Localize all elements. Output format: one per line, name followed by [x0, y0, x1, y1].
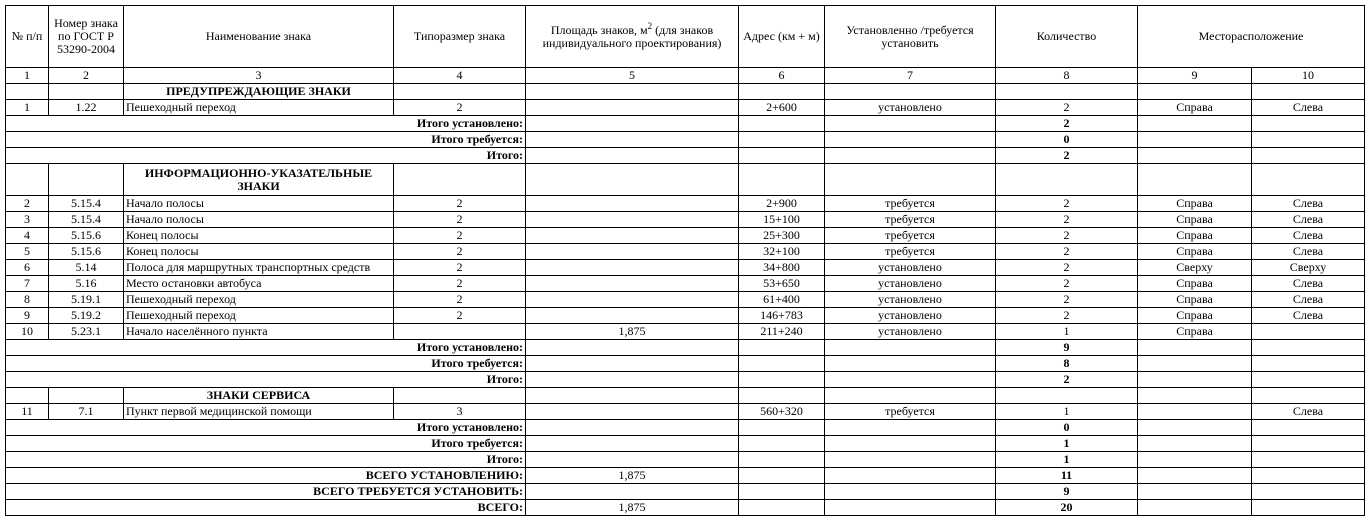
empty-cell — [6, 388, 49, 404]
table-body — [6, 68, 1365, 516]
empty-cell — [996, 164, 1138, 196]
empty-cell — [1138, 372, 1252, 388]
empty-cell — [825, 372, 996, 388]
sign-status: требуется — [825, 196, 996, 212]
sign-size — [394, 324, 526, 340]
sign-area — [526, 404, 739, 420]
sign-name: Начало полосы — [124, 196, 394, 212]
sign-size: 2 — [394, 100, 526, 116]
total-value: 20 — [996, 500, 1138, 516]
section-total-row — [6, 116, 1365, 132]
total-label: Итого установлено: — [6, 116, 526, 132]
empty-cell — [825, 356, 996, 372]
sign-code: 5.19.1 — [49, 292, 124, 308]
sign-size: 2 — [394, 276, 526, 292]
sign-code: 5.15.6 — [49, 228, 124, 244]
empty-cell — [394, 84, 526, 100]
sign-status: требуется — [825, 404, 996, 420]
sign-location-2: Слева — [1252, 308, 1365, 324]
total-value: 8 — [996, 356, 1138, 372]
empty-cell — [1138, 132, 1252, 148]
empty-cell — [1138, 452, 1252, 468]
total-value: 11 — [996, 468, 1138, 484]
empty-cell — [1252, 372, 1365, 388]
row-number: 3 — [6, 212, 49, 228]
sign-quantity: 2 — [996, 292, 1138, 308]
sign-size: 2 — [394, 228, 526, 244]
sign-size: 2 — [394, 244, 526, 260]
empty-cell — [1252, 484, 1365, 500]
sign-address: 15+100 — [739, 212, 825, 228]
column-number: 1 — [6, 68, 49, 84]
empty-cell — [825, 132, 996, 148]
sign-quantity: 2 — [996, 100, 1138, 116]
table-row — [6, 196, 1365, 212]
row-number: 1 — [6, 100, 49, 116]
sign-status: установлено — [825, 100, 996, 116]
sign-location-2: Слева — [1252, 212, 1365, 228]
sign-location-2: Слева — [1252, 228, 1365, 244]
row-number: 8 — [6, 292, 49, 308]
row-number: 11 — [6, 404, 49, 420]
empty-cell — [825, 148, 996, 164]
table-row — [6, 260, 1365, 276]
empty-cell — [526, 164, 739, 196]
empty-cell — [6, 84, 49, 100]
sign-location-1: Справа — [1138, 100, 1252, 116]
empty-cell — [1138, 420, 1252, 436]
total-area: 1,875 — [526, 468, 739, 484]
empty-cell — [1252, 388, 1365, 404]
empty-cell — [739, 484, 825, 500]
empty-cell — [6, 164, 49, 196]
sign-address: 560+320 — [739, 404, 825, 420]
empty-cell — [1252, 452, 1365, 468]
sign-quantity: 2 — [996, 276, 1138, 292]
sign-size: 2 — [394, 308, 526, 324]
sign-size: 3 — [394, 404, 526, 420]
sign-location-2 — [1252, 324, 1365, 340]
section-total-row — [6, 148, 1365, 164]
empty-cell — [739, 132, 825, 148]
empty-cell — [825, 84, 996, 100]
column-number: 3 — [124, 68, 394, 84]
total-value: 0 — [996, 420, 1138, 436]
sign-status: установлено — [825, 292, 996, 308]
sign-location-1: Справа — [1138, 212, 1252, 228]
section-total-row — [6, 420, 1365, 436]
empty-cell — [1252, 164, 1365, 196]
sign-size: 2 — [394, 212, 526, 228]
empty-cell — [739, 164, 825, 196]
empty-cell — [1138, 468, 1252, 484]
empty-cell — [1252, 420, 1365, 436]
empty-cell — [825, 468, 996, 484]
empty-cell — [739, 84, 825, 100]
sign-code: 5.14 — [49, 260, 124, 276]
total-label: Итого требуется: — [6, 436, 526, 452]
empty-cell — [1138, 484, 1252, 500]
sign-address: 25+300 — [739, 228, 825, 244]
grand-total-row — [6, 484, 1365, 500]
sign-area — [526, 308, 739, 324]
table-row — [6, 292, 1365, 308]
sign-status: требуется — [825, 212, 996, 228]
sign-size: 2 — [394, 196, 526, 212]
empty-cell — [1138, 84, 1252, 100]
sign-code: 5.15.4 — [49, 196, 124, 212]
empty-cell — [49, 84, 124, 100]
sign-location-2: Сверху — [1252, 260, 1365, 276]
header-area-sup: 2 — [647, 20, 653, 31]
table-row — [6, 100, 1365, 116]
empty-cell — [996, 84, 1138, 100]
total-area — [526, 372, 739, 388]
sign-size: 2 — [394, 260, 526, 276]
empty-cell — [1252, 148, 1365, 164]
column-number: 9 — [1138, 68, 1252, 84]
sign-location-1: Справа — [1138, 308, 1252, 324]
section-total-row — [6, 452, 1365, 468]
empty-cell — [825, 388, 996, 404]
empty-cell — [1252, 468, 1365, 484]
sign-area — [526, 292, 739, 308]
total-value: 2 — [996, 372, 1138, 388]
total-label: Итого: — [6, 148, 526, 164]
sign-code: 5.15.6 — [49, 244, 124, 260]
total-label: Итого установлено: — [6, 340, 526, 356]
sign-area — [526, 244, 739, 260]
sign-location-2: Слева — [1252, 196, 1365, 212]
header-area-post: (для знаков индивидуального проектирования) — [542, 22, 722, 50]
total-label: ВСЕГО: — [6, 500, 526, 516]
empty-cell — [739, 420, 825, 436]
grand-total-row — [6, 468, 1365, 484]
empty-cell — [825, 116, 996, 132]
sign-status: установлено — [825, 260, 996, 276]
sign-quantity: 1 — [996, 404, 1138, 420]
section-title-row — [6, 388, 1365, 404]
row-number: 6 — [6, 260, 49, 276]
sign-quantity: 2 — [996, 196, 1138, 212]
empty-cell — [825, 340, 996, 356]
section-title: ЗНАКИ СЕРВИСА — [124, 388, 394, 404]
sign-size: 2 — [394, 292, 526, 308]
sign-location-1: Справа — [1138, 196, 1252, 212]
table-row — [6, 244, 1365, 260]
total-value: 9 — [996, 340, 1138, 356]
row-number: 9 — [6, 308, 49, 324]
section-total-row — [6, 132, 1365, 148]
sign-name: Пешеходный переход — [124, 100, 394, 116]
total-area — [526, 356, 739, 372]
header-row — [6, 6, 1365, 68]
total-label: ВСЕГО ТРЕБУЕТСЯ УСТАНОВИТЬ: — [6, 484, 526, 500]
empty-cell — [996, 388, 1138, 404]
total-label: ВСЕГО УСТАНОВЛЕНИЮ: — [6, 468, 526, 484]
column-number: 5 — [526, 68, 739, 84]
empty-cell — [1252, 132, 1365, 148]
total-label: Итого: — [6, 452, 526, 468]
sign-area — [526, 212, 739, 228]
sign-address: 146+783 — [739, 308, 825, 324]
sign-quantity: 1 — [996, 324, 1138, 340]
header-num: № п/п — [6, 6, 49, 68]
sign-quantity: 2 — [996, 260, 1138, 276]
sign-location-1: Справа — [1138, 244, 1252, 260]
header-status: Установленно /требуется установить — [825, 6, 996, 68]
sign-name: Место остановки автобуса — [124, 276, 394, 292]
section-title-row — [6, 84, 1365, 100]
road-signs-table — [5, 5, 1365, 516]
section-title: ПРЕДУПРЕЖДАЮЩИЕ ЗНАКИ — [124, 84, 394, 100]
header-area-pre: Площадь знаков, м — [550, 22, 648, 37]
empty-cell — [1138, 388, 1252, 404]
empty-cell — [739, 356, 825, 372]
total-area — [526, 436, 739, 452]
column-number: 6 — [739, 68, 825, 84]
sign-address: 34+800 — [739, 260, 825, 276]
empty-cell — [1138, 436, 1252, 452]
column-number: 2 — [49, 68, 124, 84]
table-row — [6, 212, 1365, 228]
total-value: 2 — [996, 116, 1138, 132]
sign-name: Начало населённого пункта — [124, 324, 394, 340]
empty-cell — [825, 164, 996, 196]
table-row — [6, 276, 1365, 292]
sign-address: 2+600 — [739, 100, 825, 116]
total-label: Итого требуется: — [6, 132, 526, 148]
sign-location-2: Слева — [1252, 244, 1365, 260]
total-value: 9 — [996, 484, 1138, 500]
row-number: 5 — [6, 244, 49, 260]
column-number-row — [6, 68, 1365, 84]
total-area — [526, 340, 739, 356]
section-total-row — [6, 372, 1365, 388]
sign-status: требуется — [825, 244, 996, 260]
sign-address: 32+100 — [739, 244, 825, 260]
empty-cell — [526, 388, 739, 404]
total-area — [526, 148, 739, 164]
empty-cell — [739, 116, 825, 132]
sign-location-2: Слева — [1252, 404, 1365, 420]
section-total-row — [6, 436, 1365, 452]
empty-cell — [394, 164, 526, 196]
column-number: 10 — [1252, 68, 1365, 84]
empty-cell — [1138, 340, 1252, 356]
empty-cell — [1252, 500, 1365, 516]
sign-quantity: 2 — [996, 212, 1138, 228]
total-label: Итого установлено: — [6, 420, 526, 436]
table-row — [6, 324, 1365, 340]
empty-cell — [526, 84, 739, 100]
section-total-row — [6, 340, 1365, 356]
empty-cell — [739, 388, 825, 404]
sign-code: 5.19.2 — [49, 308, 124, 324]
sign-status: установлено — [825, 276, 996, 292]
empty-cell — [825, 484, 996, 500]
total-value: 1 — [996, 436, 1138, 452]
empty-cell — [739, 340, 825, 356]
empty-cell — [739, 436, 825, 452]
column-number: 8 — [996, 68, 1138, 84]
empty-cell — [825, 436, 996, 452]
sign-location-1: Справа — [1138, 276, 1252, 292]
sign-area — [526, 196, 739, 212]
total-area — [526, 132, 739, 148]
sign-name: Начало полосы — [124, 212, 394, 228]
sign-location-1: Справа — [1138, 292, 1252, 308]
empty-cell — [739, 372, 825, 388]
sign-area — [526, 260, 739, 276]
total-area: 1,875 — [526, 500, 739, 516]
empty-cell — [739, 468, 825, 484]
empty-cell — [825, 500, 996, 516]
sign-name: Пункт первой медицинской помощи — [124, 404, 394, 420]
sign-code: 7.1 — [49, 404, 124, 420]
total-value: 0 — [996, 132, 1138, 148]
row-number: 2 — [6, 196, 49, 212]
sign-location-2: Слева — [1252, 100, 1365, 116]
header-location: Месторасположение — [1138, 6, 1365, 68]
table-row — [6, 228, 1365, 244]
empty-cell — [1252, 340, 1365, 356]
total-label: Итого требуется: — [6, 356, 526, 372]
sign-location-1 — [1138, 404, 1252, 420]
row-number: 7 — [6, 276, 49, 292]
table-row — [6, 404, 1365, 420]
sign-area: 1,875 — [526, 324, 739, 340]
header-name: Наименование знака — [124, 6, 394, 68]
empty-cell — [1252, 436, 1365, 452]
sign-address: 211+240 — [739, 324, 825, 340]
sign-quantity: 2 — [996, 308, 1138, 324]
sign-location-2: Слева — [1252, 292, 1365, 308]
total-area — [526, 452, 739, 468]
total-area — [526, 484, 739, 500]
empty-cell — [825, 452, 996, 468]
sign-code: 5.16 — [49, 276, 124, 292]
empty-cell — [739, 148, 825, 164]
empty-cell — [1138, 116, 1252, 132]
sign-location-2: Слева — [1252, 276, 1365, 292]
section-total-row — [6, 356, 1365, 372]
sign-quantity: 2 — [996, 228, 1138, 244]
total-value: 1 — [996, 452, 1138, 468]
section-title-row — [6, 164, 1365, 196]
empty-cell — [1138, 164, 1252, 196]
header-qty: Количество — [996, 6, 1138, 68]
total-label: Итого: — [6, 372, 526, 388]
sign-name: Конец полосы — [124, 244, 394, 260]
empty-cell — [1252, 84, 1365, 100]
total-area — [526, 116, 739, 132]
sign-address: 53+650 — [739, 276, 825, 292]
sign-address: 61+400 — [739, 292, 825, 308]
total-value: 2 — [996, 148, 1138, 164]
empty-cell — [1252, 116, 1365, 132]
sign-code: 1.22 — [49, 100, 124, 116]
header-size: Типоразмер знака — [394, 6, 526, 68]
sign-location-1: Справа — [1138, 324, 1252, 340]
sign-address: 2+900 — [739, 196, 825, 212]
column-number: 7 — [825, 68, 996, 84]
sign-location-1: Сверху — [1138, 260, 1252, 276]
header-address: Адрес (км + м) — [739, 6, 825, 68]
row-number: 10 — [6, 324, 49, 340]
empty-cell — [1252, 356, 1365, 372]
empty-cell — [394, 388, 526, 404]
empty-cell — [49, 164, 124, 196]
sign-area — [526, 276, 739, 292]
sign-name: Полоса для маршрутных транспортных средств — [124, 260, 394, 276]
sign-status: требуется — [825, 228, 996, 244]
sign-quantity: 2 — [996, 244, 1138, 260]
header-area — [526, 6, 739, 68]
sign-area — [526, 228, 739, 244]
empty-cell — [739, 452, 825, 468]
grand-total-row — [6, 500, 1365, 516]
sign-area — [526, 100, 739, 116]
sign-code: 5.15.4 — [49, 212, 124, 228]
sign-status: установлено — [825, 324, 996, 340]
sign-status: установлено — [825, 308, 996, 324]
sign-code: 5.23.1 — [49, 324, 124, 340]
row-number: 4 — [6, 228, 49, 244]
sign-name: Пешеходный переход — [124, 308, 394, 324]
empty-cell — [1138, 356, 1252, 372]
header-code: Номер знака по ГОСТ Р 53290-2004 — [49, 6, 124, 68]
empty-cell — [825, 420, 996, 436]
table-row — [6, 308, 1365, 324]
empty-cell — [49, 388, 124, 404]
column-number: 4 — [394, 68, 526, 84]
section-title: ИНФОРМАЦИОННО-УКАЗАТЕЛЬНЫЕ ЗНАКИ — [124, 164, 394, 196]
sign-name: Конец полосы — [124, 228, 394, 244]
total-area — [526, 420, 739, 436]
empty-cell — [1138, 500, 1252, 516]
sign-name: Пешеходный переход — [124, 292, 394, 308]
sign-location-1: Справа — [1138, 228, 1252, 244]
empty-cell — [739, 500, 825, 516]
empty-cell — [1138, 148, 1252, 164]
